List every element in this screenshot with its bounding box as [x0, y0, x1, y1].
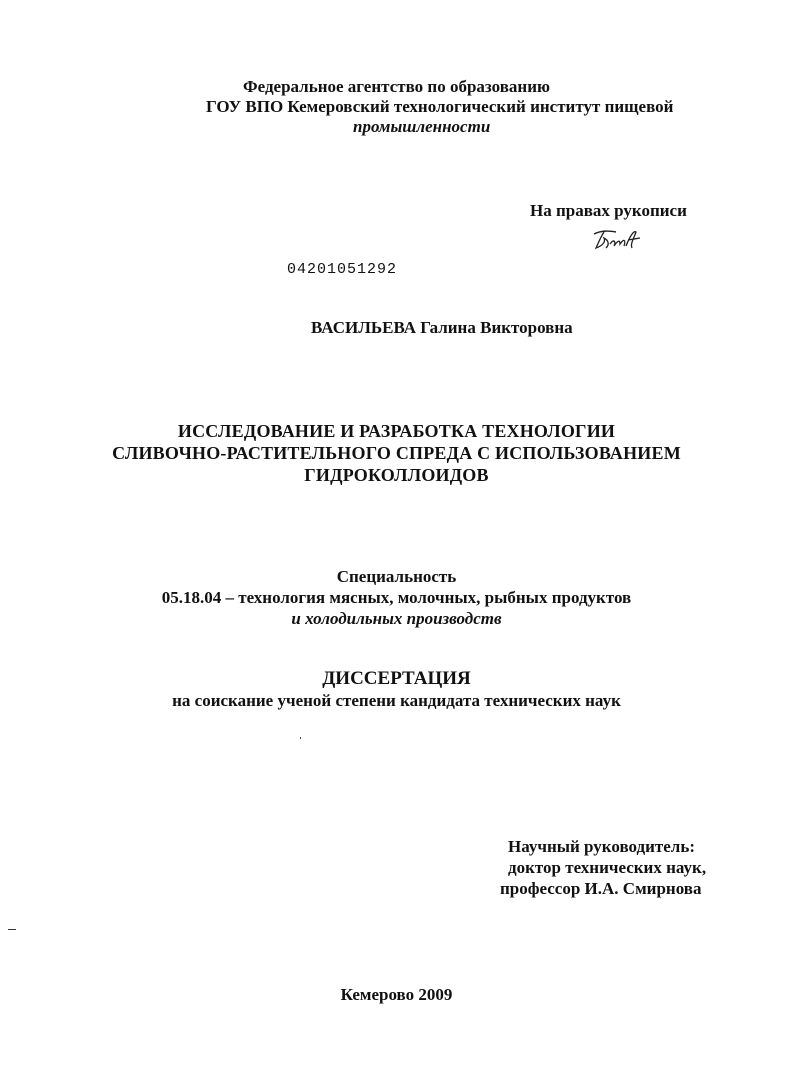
dissertation-subtitle: на соискание ученой степени кандидата технических наук	[172, 691, 621, 710]
specialty-continued: и холодильных производств	[291, 609, 502, 628]
supervisor-degree: доктор технических наук,	[508, 858, 707, 877]
city-year: Кемерово 2009	[340, 985, 453, 1004]
signature-icon	[590, 226, 646, 252]
rights-label: На правах рукописи	[530, 201, 687, 220]
registration-number: 04201051292	[287, 261, 398, 278]
supervisor-label: Научный руководитель:	[508, 837, 695, 856]
author-given-names: Галина Викторовна	[420, 318, 573, 337]
supervisor-name: профессор И.А. Смирнова	[500, 879, 702, 898]
thesis-title-line-3: ГИДРОКОЛЛОИДОВ	[304, 465, 489, 485]
scan-mark	[8, 929, 16, 930]
thesis-title-line-2: СЛИВОЧНО-РАСТИТЕЛЬНОГО СПРЕДА С ИСПОЛЬЗОВАНИЕМ	[112, 443, 681, 463]
author-name	[311, 318, 573, 338]
author-surname: ВАСИЛЬЕВА	[311, 318, 416, 337]
thesis-title-line-1: ИССЛЕДОВАНИЕ И РАЗРАБОТКА ТЕХНОЛОГИИ	[177, 421, 616, 441]
institute-line: ГОУ ВПО Кемеровский технологический институт пищевой	[206, 97, 674, 116]
agency-line: Федеральное агентство по образованию	[243, 77, 550, 96]
scan-speck	[300, 737, 301, 739]
dissertation-heading: ДИССЕРТАЦИЯ	[322, 668, 471, 689]
institute-line-continued: промышленности	[353, 117, 491, 136]
specialty-label: Специальность	[336, 567, 457, 586]
specialty-code: 05.18.04 – технология мясных, молочных, рыбных продуктов	[161, 588, 632, 607]
